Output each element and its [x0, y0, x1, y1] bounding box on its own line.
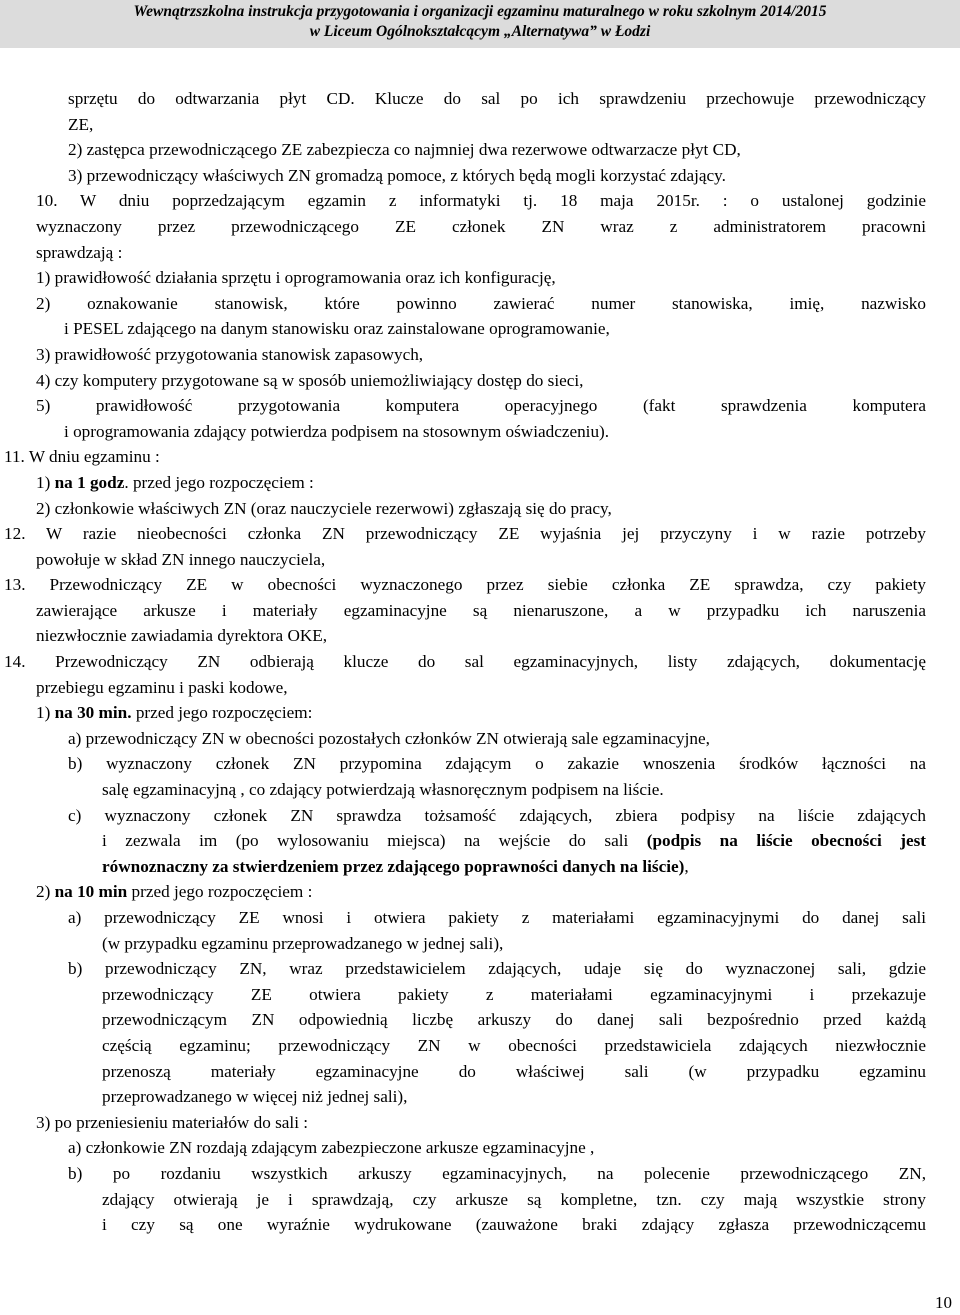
page-header — [0, 0, 960, 48]
text-line: sprawdzają : — [36, 242, 123, 262]
list-item — [36, 700, 926, 726]
bold-text: na 10 min — [54, 882, 128, 902]
text-line: zawierające arkusze i materiały egzaminacyjne są nienaruszone, a w przypadku ich naruszenia — [36, 600, 926, 620]
text-line: ZE, — [68, 114, 94, 134]
text-span: . przed jego rozpoczęciem : — [124, 472, 314, 492]
list-item: b) wyznaczony członek ZN przypomina zdającym o zakazie wnoszenia środków łączności na — [68, 754, 926, 774]
page-number: 10 — [935, 1293, 952, 1312]
text-line: przeprowadzanego w więcej niż jednej sali), — [102, 1087, 408, 1107]
list-item: 5) prawidłowość przygotowania komputera operacyjnego (fakt sprawdzenia komputera — [36, 396, 926, 416]
text-span: przed jego rozpoczęciem: — [131, 703, 313, 723]
list-item: 14. Przewodniczący ZN odbierają klucze do sal egzaminacyjnych, listy zdających, dokumentację — [4, 652, 926, 672]
header-line-2: w Liceum Ogólnokształcącym „Alternatywa” w Łodzi — [309, 23, 651, 40]
list-item: 2) oznakowanie stanowisk, które powinno zawierać numer stanowiska, imię, nazwisko — [36, 293, 926, 313]
text-line: i czy są one wyraźnie wydrukowane (zauważone braki zdający zgłasza przewodniczącemu — [102, 1215, 926, 1235]
text-line: częścią egzaminu; przewodniczący ZN w obecności przedstawiciela zdających niezwłocznie — [102, 1035, 926, 1055]
bold-text: na 30 min. — [54, 703, 132, 723]
text-line: przenoszą materiały egzaminacyjne do właściwej sali (w przypadku egzaminu — [102, 1061, 926, 1081]
list-item: 1) prawidłowość działania sprzętu i oprogramowania oraz ich konfigurację, — [36, 268, 556, 288]
list-item — [36, 879, 926, 905]
list-item: 12. W razie nieobecności członka ZN przewodniczący ZE wyjaśnia jej przyczyny i w razie potrzeby — [4, 524, 926, 544]
text-line: przewodniczącym ZN odpowiednią liczbę arkuszy do danej sali bezpośrednio przed każdą — [102, 1010, 926, 1030]
text-span: przed jego rozpoczęciem : — [127, 882, 313, 902]
bold-text: równoznaczny za stwierdzeniem przez zdającego poprawności danych na liście) — [102, 856, 685, 876]
document-body — [4, 86, 926, 1238]
text-line: i PESEL zdającego na danym stanowisku oraz zainstalowane oprogramowanie, — [64, 319, 610, 339]
text-line: wyznaczony przez przewodniczącego ZE członek ZN wraz z administratorem pracowni — [36, 216, 926, 236]
list-item: c) wyznaczony członek ZN sprawdza tożsamość zdających, zbiera podpisy na liście zdających — [68, 805, 926, 825]
list-item: 3) po przeniesieniu materiałów do sali : — [36, 1112, 309, 1132]
list-item: 3) prawidłowość przygotowania stanowisk zapasowych, — [36, 344, 424, 364]
text-line: powołuje w skład ZN innego nauczyciela, — [36, 549, 326, 569]
text-line: salę egzaminacyjną , co zdający potwierdzają własnoręcznym podpisem na liście. — [102, 780, 664, 800]
text-line — [102, 828, 926, 854]
list-item: a) członkowie ZN rozdają zdającym zabezpieczone arkusze egzaminacyjne , — [68, 1138, 595, 1158]
text-span: , — [684, 856, 689, 876]
list-item: 13. Przewodniczący ZE w obecności wyznaczonego przez siebie członka ZE sprawdza, czy pakiety — [4, 575, 926, 595]
list-item: 11. W dniu egzaminu : — [4, 447, 160, 467]
list-item: a) przewodniczący ZN w obecności pozostałych członków ZN otwierają sale egzaminacyjne, — [68, 728, 710, 748]
list-item: 10. W dniu poprzedzającym egzamin z informatyki tj. 18 maja 2015r. : o ustalonej godzinie — [36, 191, 926, 211]
text-span: i zezwala im (po wylosowaniu miejsca) na wejście do sali — [102, 831, 647, 851]
text-line: sprzętu do odtwarzania płyt CD. Klucze do sal po ich sprawdzeniu przechowuje przewodniczący — [68, 89, 926, 108]
text-line: zdający otwierają je i sprawdzają, czy arkusze są kompletne, tzn. czy mają wszystkie strony — [102, 1189, 926, 1209]
list-item: 4) czy komputery przygotowane są w sposób uniemożliwiający dostęp do sieci, — [36, 370, 584, 390]
text-line — [102, 854, 926, 880]
list-item: a) przewodniczący ZE wnosi i otwiera pakiety z materiałami egzaminacyjnymi do danej sali — [68, 908, 926, 927]
list-item: b) po rozdaniu wszystkich arkuszy egzaminacyjnych, na polecenie przewodniczącego ZN, — [68, 1163, 926, 1183]
text-line: przebiegu egzaminu i paski kodowe, — [36, 677, 288, 697]
text-line: przewodniczący ZE otwiera pakiety z materiałami egzaminacyjnymi i przekazuje — [102, 984, 926, 1004]
list-item: b) przewodniczący ZN, wraz przedstawicielem zdających, udaje się do wyznaczonej sali, gdzie — [68, 959, 926, 979]
list-item: 2) zastępca przewodniczącego ZE zabezpiecza co najmniej dwa rezerwowe odtwarzacze płyt CD, — [68, 140, 741, 160]
text-line: niezwłocznie zawiadamia dyrektora OKE, — [36, 626, 328, 646]
text-span: 1) — [36, 703, 55, 723]
text-line: (w przypadku egzaminu przeprowadzanego w jednej sali), — [102, 933, 504, 953]
list-item: 2) członkowie właściwych ZN (oraz nauczyciele rezerwowi) zgłaszają się do pracy, — [36, 498, 612, 518]
text-span: 1) — [36, 472, 55, 492]
text-span: 2) — [36, 882, 55, 902]
bold-text: na 1 godz — [54, 472, 125, 492]
bold-text: (podpis na liście obecności jest — [646, 831, 926, 851]
text-line: i oprogramowania zdający potwierdza podpisem na stosownym oświadczeniu). — [64, 421, 610, 441]
list-item — [36, 470, 926, 496]
header-line-1: Wewnątrzszkolna instrukcja przygotowania i organizacji egzaminu maturalnego w roku szkolnym 2014/2015 — [133, 3, 827, 20]
list-item: 3) przewodniczący właściwych ZN gromadzą pomoce, z których będą mogli korzystać zdający. — [68, 165, 726, 185]
